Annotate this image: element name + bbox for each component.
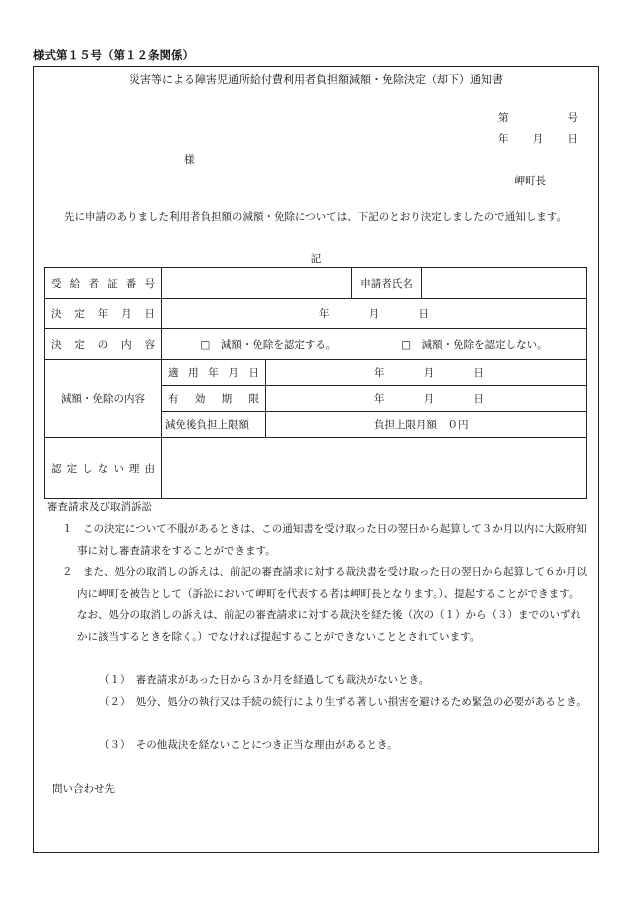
addressee: 様 <box>184 154 195 166</box>
appeal-heading: 審査請求及び取消訴訟 <box>47 501 152 513</box>
decision-options <box>162 329 587 360</box>
decision-year: 年 <box>319 308 330 320</box>
apply-date-field[interactable] <box>266 360 587 386</box>
document-title: 災害等による障害児通所給付費利用者負担額減額・免除決定（却下）通知書 <box>129 73 503 86</box>
validity-day: 日 <box>473 393 484 405</box>
apply-month: 月 <box>423 367 435 379</box>
day-label: 日 <box>567 133 578 145</box>
notice-frame <box>33 66 599 853</box>
issue-date <box>498 131 578 146</box>
validity-year: 年 <box>374 393 385 405</box>
appeal-subitem-2: （２） 処分、処分の執行又は手続の続行により生ずる著しい損害を避けるため緊急の必要があるとき。 <box>99 696 587 708</box>
apply-day: 日 <box>473 367 484 379</box>
number-suffix: 号 <box>567 112 578 124</box>
validity-field[interactable] <box>266 386 587 412</box>
decision-month: 月 <box>368 308 380 320</box>
deny-reason-field[interactable] <box>162 438 587 499</box>
appeal-item-2: ２ また、処分の取消しの訴えは、前記の審査請求に対する裁決書を受け取った日の翌日から起算して６か月以内に岬町を被告として（訴訟において岬町を代表する者は岬町長となります。）、提起することができます。なお、処分の取消しの訴えは、前記の審査請求に対する裁決を経た後（次の（１）から（３）までのいずれかに該当するときを除く。）でなければ提起することができないこととされています。 <box>62 566 587 643</box>
appeal-subitem-3: （３） その他裁決を経ないことにつき正当な理由があるとき。 <box>99 739 398 751</box>
limit-value: 負担上限月額 ０円 <box>266 412 587 438</box>
decision-content-label: 決定の内容 <box>45 329 162 360</box>
number-prefix: 第 <box>498 112 509 124</box>
decision-date-field[interactable] <box>162 299 587 329</box>
body-text: 先に申請のありました利用者負担額の減額・免除については、下記のとおり決定しましたので通知します。 <box>64 211 567 223</box>
deny-reason-label: 認定しない理由 <box>45 438 162 499</box>
validity-label: 有効期限 <box>162 386 266 412</box>
recipient-no-field[interactable] <box>162 268 352 299</box>
ki-mark: 記 <box>310 253 322 265</box>
applicant-name-field[interactable] <box>422 268 587 299</box>
decision-day: 日 <box>418 308 429 320</box>
document-number <box>498 110 578 125</box>
appeal-item-1: １ この決定について不服があるときは、この通知書を受け取った日の翌日から起算して３か月以内に大阪府知事に対し審査請求をすることができます。 <box>62 523 587 557</box>
contact-label: 問い合わせ先 <box>52 783 115 795</box>
month-label: 月 <box>532 133 544 145</box>
apply-date-label: 適用年月日 <box>162 360 266 386</box>
sender: 岬町長 <box>514 175 546 187</box>
form-number: 様式第１５号（第１２条関係） <box>33 48 194 62</box>
approve-option[interactable]: □ 減額・免除を認定する。 <box>200 338 337 351</box>
reduction-content-label: 減額・免除の内容 <box>45 360 162 438</box>
applicant-name-label: 申請者氏名 <box>352 268 422 299</box>
appeal-subitem-1: （１） 審査請求があった日から３か月を経過しても裁決がないとき。 <box>99 674 430 686</box>
limit-label: 減免後負担上限額 <box>162 412 266 438</box>
apply-year: 年 <box>374 367 385 379</box>
recipient-no-label: 受給者証番号 <box>45 268 162 299</box>
decision-table <box>44 267 587 499</box>
year-label: 年 <box>498 133 509 145</box>
decision-date-label: 決定年月日 <box>45 299 162 329</box>
deny-option[interactable]: □ 減額・免除を認定しない。 <box>401 338 548 351</box>
validity-month: 月 <box>423 393 435 405</box>
